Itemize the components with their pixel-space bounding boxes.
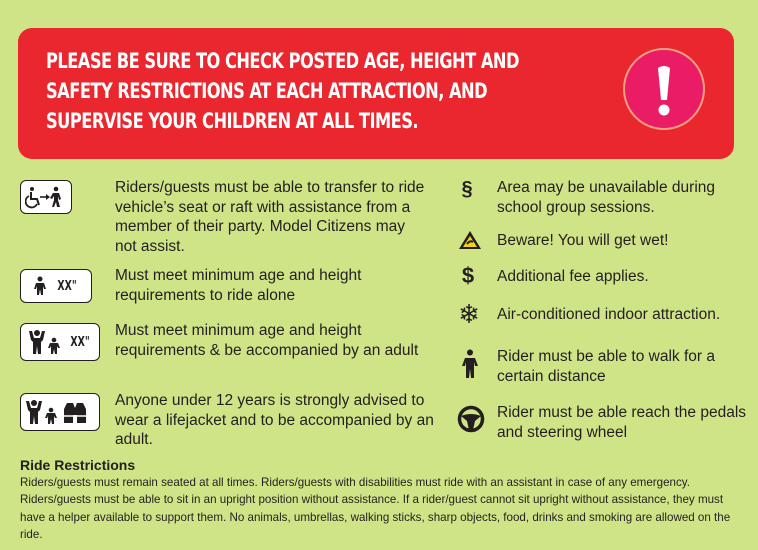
- exclamation-icon: [623, 48, 705, 130]
- ride-restrictions-title: Ride Restrictions: [20, 457, 136, 473]
- accompanied-requirement-text: Must meet minimum age and height requirements & be accompanied by an adult: [115, 322, 419, 359]
- wet-warning-icon: [456, 226, 484, 254]
- snowflake-icon: ❄: [458, 298, 480, 329]
- ride-restrictions-body: Riders/guests must remain seated at all times. Riders/guests with disabilities must ride with an assistant in case of any emergency. Riders/guests must be able to sit in an upright position without assistance. If a rider/guest cannot sit upright without assistance, they must have a helper available to support them. No animals, umbrellas, walking sticks, sharp objects, food, drinks and smoking are allowed on the ride.: [20, 476, 731, 542]
- safety-banner: [18, 28, 734, 159]
- transfer-requirement-text: Riders/guests must be able to transfer to ride vehicle’s seat or raft with assistance from a member of their party. Model Citizens may not assist.: [115, 179, 425, 255]
- height-label: XX": [70, 334, 90, 350]
- lifejacket-advice-text: Anyone under 12 years is strongly advised to wear a lifejacket and to be accompanied by an adult.: [115, 392, 434, 448]
- steering-reach-text: Rider must be able reach the pedals and steering wheel: [497, 404, 747, 441]
- adult-child-height-icon: [20, 323, 100, 361]
- walk-distance-text: Rider must be able to walk for a certain distance: [497, 348, 715, 385]
- section-icon: §: [461, 177, 473, 200]
- fee-text: Additional fee applies.: [497, 268, 649, 285]
- min-age-alone-text: Must meet minimum age and height requirements to ride alone: [115, 267, 362, 304]
- wet-warning-text: Beware! You will get wet!: [497, 232, 669, 249]
- air-conditioned-text: Air-conditioned indoor attraction.: [497, 306, 721, 323]
- height-label: XX": [57, 278, 77, 294]
- wheelchair-transfer-icon: [20, 180, 72, 214]
- child-height-icon: [20, 269, 92, 303]
- adult-child-lifejacket-icon: [20, 393, 100, 431]
- safety-banner-text: PLEASE BE SURE TO CHECK POSTED AGE, HEIGHT AND SAFETY RESTRICTIONS AT EACH ATTRACTION, AND SUPERVISE YOUR CHILDREN AT ALL TIMES.: [46, 49, 519, 133]
- walking-person-icon: [456, 350, 484, 378]
- school-group-text: Area may be unavailable during school group sessions.: [497, 179, 715, 216]
- steering-wheel-icon: [457, 405, 485, 433]
- dollar-icon: $: [461, 263, 475, 288]
